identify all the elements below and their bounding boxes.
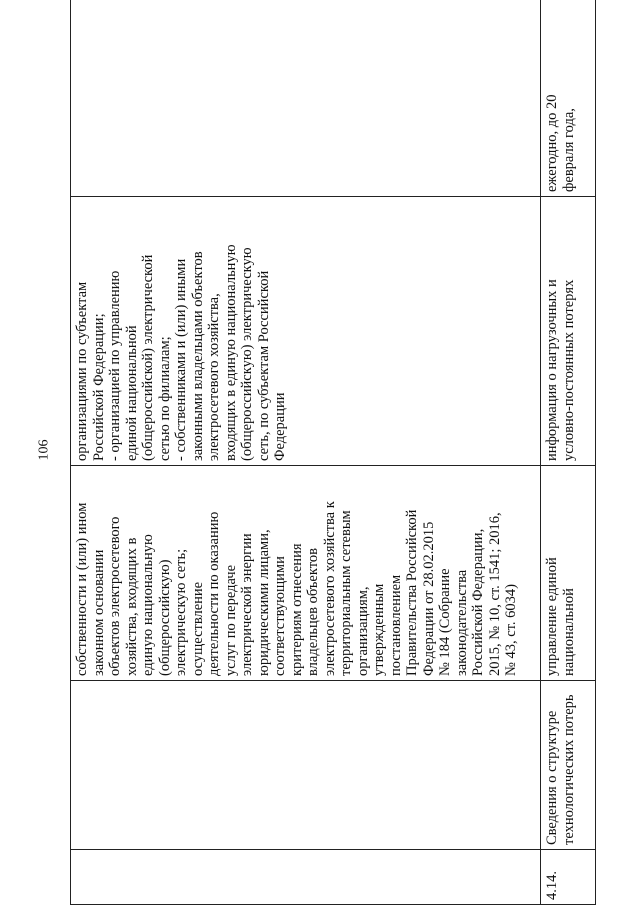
cell-title [541,681,596,850]
cell-info [71,197,541,466]
row-info: информация о нагрузочных и условно-постоянных потерях [544,279,577,461]
row-period: ежегодно, до 20 февраля года, [544,94,577,192]
cell-source [541,466,596,681]
cell-number [71,850,541,905]
cell-period [71,0,541,197]
cell-info [541,197,596,466]
cell-source [71,466,541,681]
cell-number [541,850,596,905]
row-title: Сведения о структуре технологических потерь [544,694,577,845]
table-row [71,0,541,905]
data-table [70,0,596,905]
page-number: 106 [36,439,52,461]
row-number: 4.14. [544,871,560,900]
rotated-table-container [70,30,595,905]
row-source: управление единой национальной [544,557,577,676]
cell-source-text: собственности и (или) ином законном основании объектов электросетевого хозяйства, входящих в единую национальную (общероссийскую) электрическую сеть; осуществление деятельности по оказанию услуг по передаче электрической энергии юридическими лицами, соответствующими критериям отнесения владельцев объектов электросетевого хозяйства к территориальным сетевым организациям, утвержденным постановлением Правительства Российской Федерации от 28.02.2015 № 184 (Собрание законодательства Российской Федерации, 2015, № 10, ст. 1541; 2016, № 43, ст. 6034) [74,501,520,676]
cell-info-text: организациями по субъектам Российской Федерации; - организацией по управлению единой национальной (общероссийской) электрической сетью по филиалам; - собственниками и (или) иными законными владельцами объектов электросетевого хозяйства, входящих в единую национальную (общероссийскую) электрическую сеть, по субъектам Российской Федерации [74,244,289,461]
table-row [541,0,596,905]
cell-title [71,681,541,850]
cell-period [541,0,596,197]
